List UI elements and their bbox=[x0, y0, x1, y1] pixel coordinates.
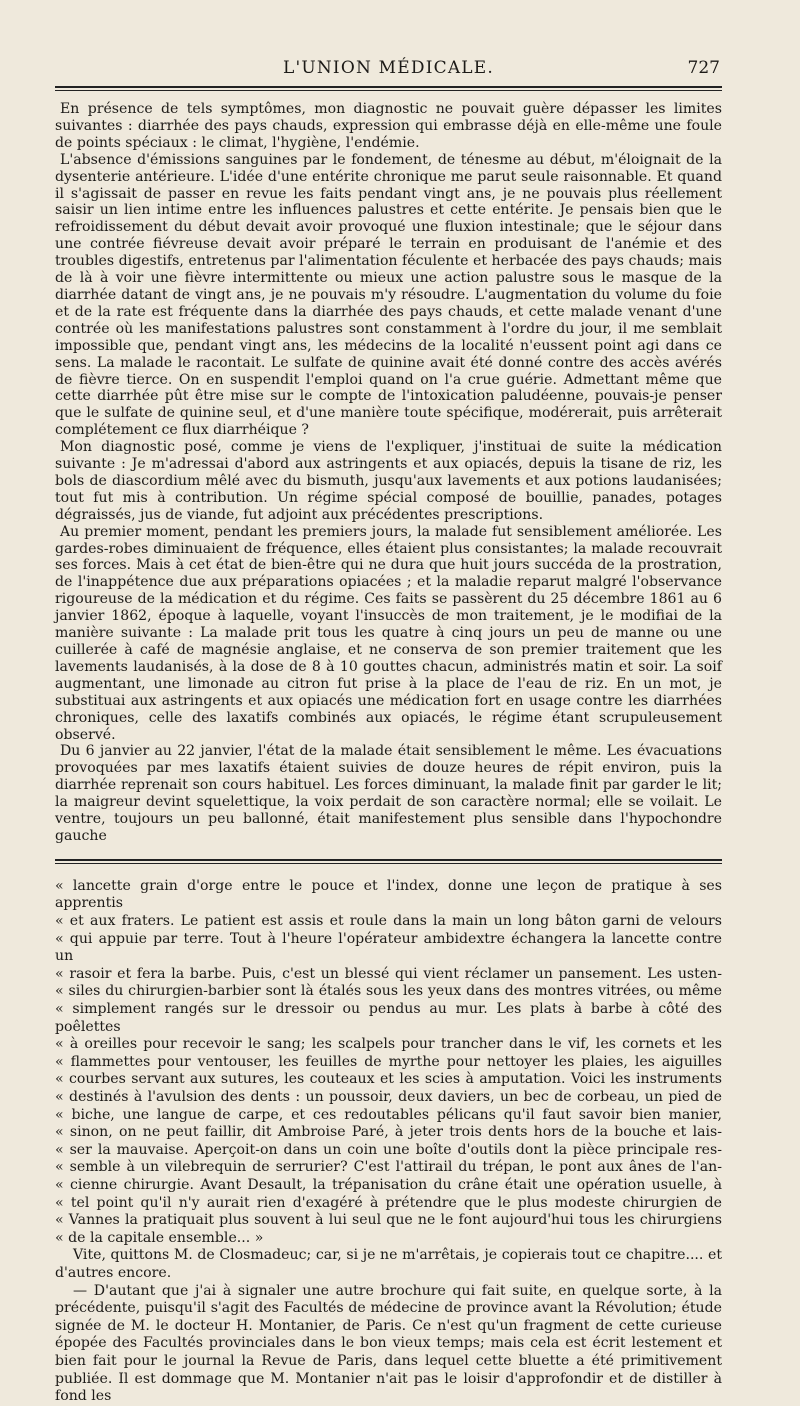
quote-line: « semble à un vilebrequin de serrurier? C'est l'attirail du trépan, le pont aux ânes de l'an- bbox=[55, 1159, 722, 1176]
quote-line: « simplement rangés sur le dressoir ou pendus au mur. Les plats à barbe à côté des poêlettes bbox=[55, 1001, 722, 1035]
paragraph: En présence de tels symptômes, mon diagnostic ne pouvait guère dépasser les limites suivantes : diarrhée des pays chauds, expression qui embrasse déjà en elle-même une foule de points spéciaux : le climat, l'hygiène, l'endémie. bbox=[55, 101, 722, 151]
paragraph: Du 6 janvier au 22 janvier, l'état de la malade était sensiblement le même. Les évacuations provoquées par mes laxatifs étaient suivies de douze heures de répit environ, puis la diarrhée reprenait son cours habituel. Les forces diminuant, la malade finit par garder le lit; la maigreur devint squelettique, la voix perdait de son caractère normal; elle se voilait. Le ventre, toujours un peu ballonné, était manifestement plus sensible dans l'hypochondre gauche bbox=[55, 743, 722, 844]
main-text bbox=[55, 101, 722, 845]
quote-line: « siles du chirurgien-barbier sont là étalés sous les yeux dans des montres vitrées, ou même bbox=[55, 983, 722, 1000]
header-rule-thin bbox=[55, 90, 722, 91]
quote-line: « ser la mauvaise. Aperçoit-on dans un coin une boîte d'outils dont la pièce principale res- bbox=[55, 1141, 722, 1158]
quote-line: « cienne chirurgie. Avant Desault, la trépanisation du crâne était une opération usuelle, à bbox=[55, 1176, 722, 1193]
page-number: 727 bbox=[687, 58, 720, 78]
quote-line: « de la capitale ensemble... » bbox=[55, 1229, 264, 1246]
quote-line: « Vannes la pratiquait plus souvent à lui seul que ne le font aujourd'hui tous les chirurgiens bbox=[55, 1212, 722, 1229]
quote-line: « flammettes pour ventouser, les feuilles de myrthe pour nettoyer les plaies, les aiguilles bbox=[55, 1053, 722, 1070]
quote-line: « courbes servant aux sutures, les couteaux et les scies à amputation. Voici les instruments bbox=[55, 1071, 722, 1088]
paragraph: Mon diagnostic posé, comme je viens de l'expliquer, j'instituai de suite la médication suivante : Je m'adressai d'abord aux astringents et aux opiacés, depuis la tisane de riz, les bols de diascordium mêlé avec du bismuth, jusqu'aux lavements et aux potions laudanisées; tout fut mis à contribution. Un régime spécial composé de bouillie, panades, potages dégraissés, jus de viande, fut adjoint aux précédentes prescriptions. bbox=[55, 439, 722, 523]
paragraph: Vite, quittons M. de Closmadeuc; car, si je ne m'arrêtais, je copierais tout ce chapitre.... et d'autres encore. bbox=[55, 1247, 722, 1281]
feuilleton-text bbox=[55, 878, 722, 1406]
quote-line: « destinés à l'avulsion des dents : un poussoir, deux daviers, un bec de corbeau, un pied de bbox=[55, 1089, 722, 1105]
quote-line: « lancette grain d'orge entre le pouce et l'index, donne une leçon de pratique à ses apprentis bbox=[55, 877, 722, 912]
quote-line: « biche, une langue de carpe, et ces redoutables pélicans qu'il faut savoir bien manier, bbox=[55, 1106, 722, 1123]
quote-line: « sinon, on ne peut faillir, dit Ambroise Paré, à jeter trois dents hors de la bouche et lais- bbox=[55, 1124, 722, 1141]
quote-line: « à oreilles pour recevoir le sang; les scalpels pour trancher dans le vif, les cornets et les bbox=[55, 1036, 722, 1053]
quote-line: « et aux fraters. Le patient est assis et roule dans la main un long bâton garni de velours bbox=[55, 913, 722, 930]
section-separator bbox=[55, 859, 722, 864]
quote-line: « qui appuie par terre. Tout à l'heure l'opérateur ambidextre échangera la lancette contre un bbox=[55, 930, 722, 965]
quote-line: « tel point qu'il n'y aurait rien d'exagéré à prétendre que le plus modeste chirurgien de bbox=[55, 1194, 722, 1211]
paragraph: L'absence d'émissions sanguines par le fondement, de ténesme au début, m'éloignait de la dysenterie antérieure. L'idée d'une entérite chronique me parut seule raisonnable. Et quand il s'agissait de passer en revue les faits pendant vingt ans, je ne pouvais plus réellement saisir un lien intime entre les influences palustres et cette entérite. Je pensais bien que le refroidissement du début devait avoir provoqué une fluxion intestinale; que le séjour dans une contrée fiévreuse devait avoir préparé le terrain en produisant de l'anémie et des troubles digestifs, entretenus par l'alimentation féculente et herbacée des pays chauds; mais de là à voir une fièvre intermittente ou mieux une action palustre sous le masque de la diarrhée datant de vingt ans, je ne pouvais m'y résoudre. L'augmentation du volume du foie et de la rate est fréquente dans la diarrhée des pays chauds, et cette malade venant d'une contrée où les manifestations palustres sont constamment à l'ordre du jour, il me semblait impossible que, pendant vingt ans, les médecins de la localité n'eussent point agi dans ce sens. La malade le racontait. Le sulfate de quinine avait été donné contre des accès avérés de fièvre tierce. On en suspendit l'emploi quand on l'a crue guérie. Admettant même que cette diarrhée pût être mise sur le compte de l'intoxication paludéenne, pouvais-je penser que le sulfate de quinine seul, et d'une manière toute spécifique, modérerait, puis arrêterait complétement ce flux diarrhéique ? bbox=[55, 151, 722, 439]
journal-title: L'UNION MÉDICALE. bbox=[282, 58, 495, 78]
page-header bbox=[55, 58, 722, 82]
header-rule bbox=[55, 86, 722, 88]
quote-line: « rasoir et fera la barbe. Puis, c'est un blessé qui vient réclamer un pansement. Les usten- bbox=[55, 965, 722, 982]
paragraph: Au premier moment, pendant les premiers jours, la malade fut sensiblement améliorée. Les gardes-robes diminuaient de fréquence, elles étaient plus consistantes; la malade recouvrait ses forces. Mais à cet état de bien-être qui ne dura que huit jours succéda de la prostration, de l'inappétence due aux préparations opiacées ; et la maladie reparut malgré l'observance rigoureuse de la médication et du régime. Ces faits se passèrent du 25 décembre 1861 au 6 janvier 1862, époque à laquelle, voyant l'insuccès de mon traitement, je le modifiai de la manière suivante : La malade prit tous les quatre à cinq jours un peu de manne ou une cuillerée à café de magnésie anglaise, et ne conserva de son premier traitement que les lavements laudanisés, à la dose de 8 à 10 gouttes chacun, administrés matin et soir. La soif augmentant, une limonade au citron fut prise à la place de l'eau de riz. En un mot, je substituai aux astringents et aux opiacés une médication fort en usage contre les diarrhées chroniques, celle des laxatifs combinés aux opiacés, le régime étant scrupuleusement observé. bbox=[55, 523, 722, 743]
paragraph: — D'autant que j'ai à signaler une autre brochure qui fait suite, en quelque sorte, à la précédente, puisqu'il s'agit des Facultés de médecine de province avant la Révolution; étude signée de M. le docteur H. Montanier, de Paris. Ce n'est qu'un fragment de cette curieuse épopée des Facultés provinciales dans le bon vieux temps; mais cela est écrit lestement et bien fait pour le journal la Revue de Paris, dans lequel cette bluette a été primitivement publiée. Il est dommage que M. Montanier n'ait pas le loisir d'approfondir et de distiller à fond les bbox=[55, 1282, 722, 1405]
